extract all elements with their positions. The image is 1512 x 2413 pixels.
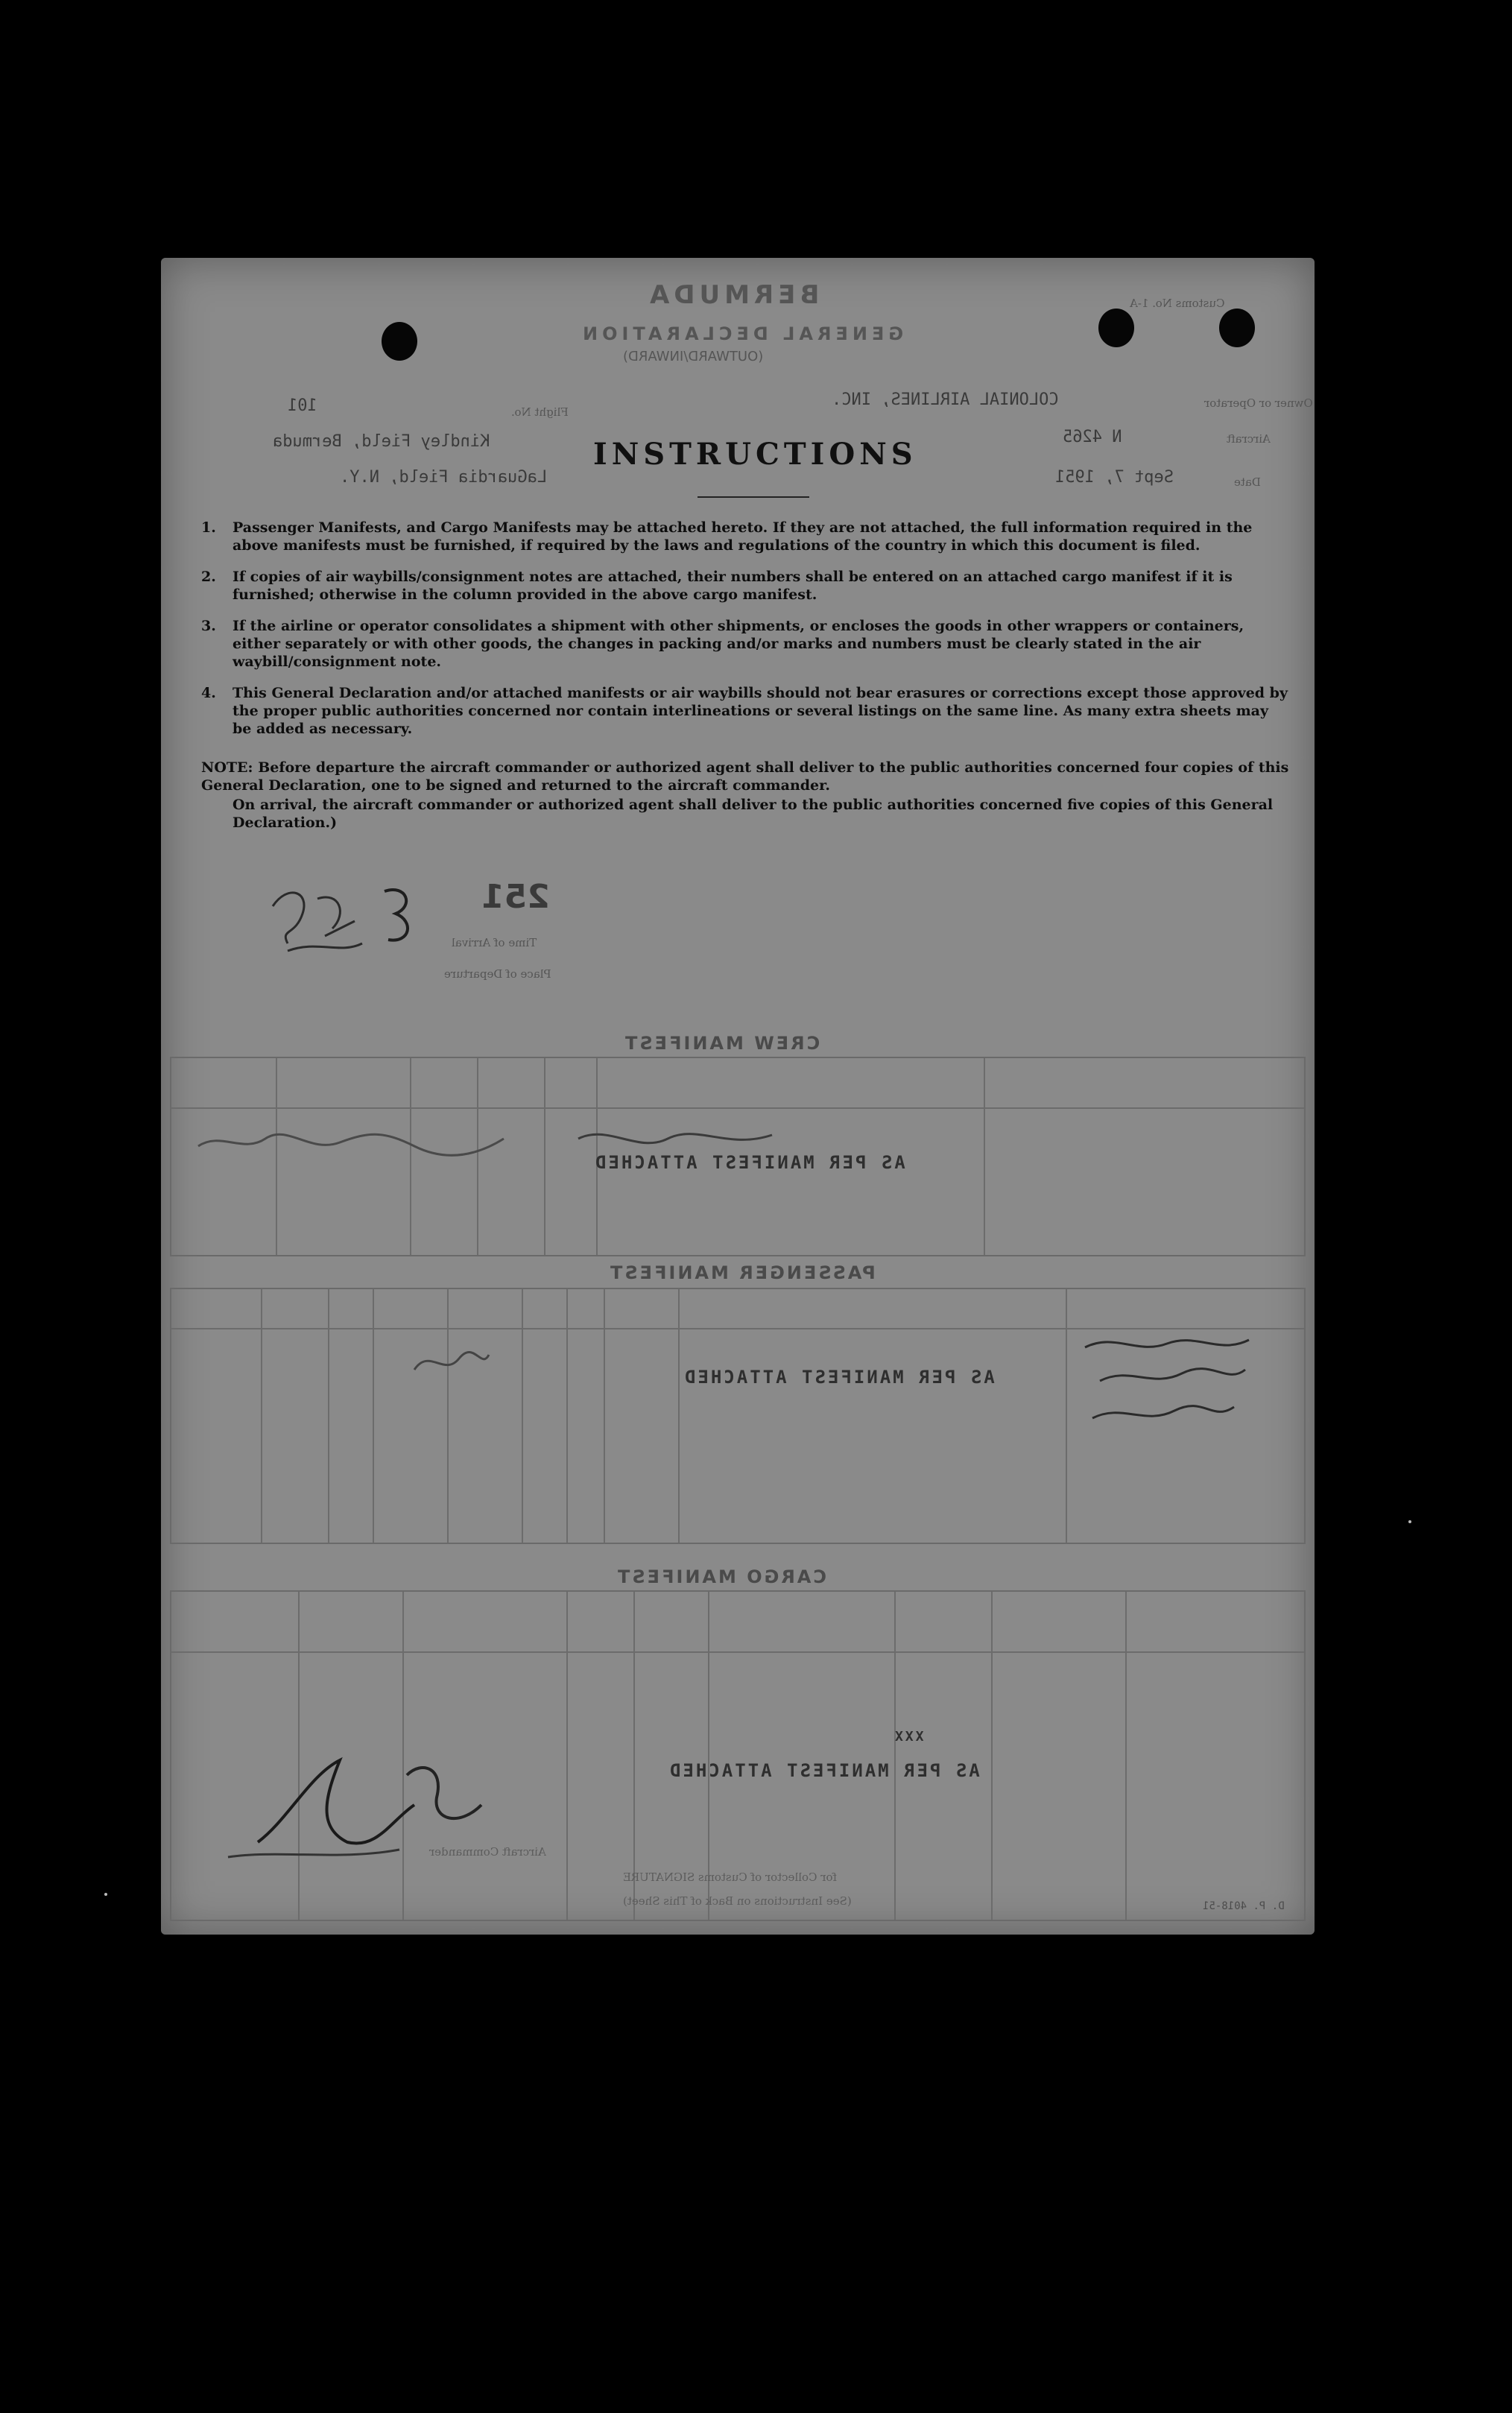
ghost-flight-value: 101 bbox=[288, 396, 317, 415]
ghost-aircraft-value: N 4265 bbox=[1063, 428, 1122, 446]
ghost-for-value: LaGuardia Field, N.Y. bbox=[340, 468, 548, 487]
handwritten-passenger-names bbox=[1070, 1325, 1264, 1437]
instruction-text: Passenger Manifests, and Cargo Manifests may be attached hereto. If they are not attached, the full information required in the above manifests must be furnished, if required by the laws and regulations of the country in which this document is filed. bbox=[233, 519, 1253, 554]
ghost-collector-label: for Collector of Customs SIGNATURE bbox=[623, 1870, 838, 1884]
ghost-time-arrival: Time of Arrival bbox=[452, 936, 537, 949]
ghost-owner-value: COLONIAL AIRLINES, INC. bbox=[832, 390, 1059, 409]
instructions-list bbox=[201, 519, 1289, 751]
ghost-header-line2: GENERAL DECLARATION bbox=[578, 323, 904, 344]
instruction-item bbox=[201, 519, 1289, 554]
note-text-1: Before departure the aircraft commander or authorized agent shall deliver to the public authorities concerned four copies of this General Declaration, one to be signed and returned to the aircraft commander. bbox=[201, 759, 1289, 794]
commander-signature bbox=[221, 1730, 504, 1865]
handwritten-crew-names bbox=[191, 1116, 787, 1168]
instruction-text: If the airline or operator consolidates a shipment with other shipments, or encloses the goods in other wrappers or containers, either separately or with other goods, the changes in packing and/or marks and numbers must be clearly stated in the air waybill/consignment note. bbox=[233, 618, 1244, 670]
crew-attached-stamp: AS PER MANIFEST ATTACHED bbox=[593, 1152, 905, 1173]
cargo-attached-stamp: AS PER MANIFEST ATTACHED bbox=[668, 1760, 980, 1781]
note-text-2: On arrival, the aircraft commander or authorized agent shall deliver to the public authorities concerned five copies of this General Declaration.) bbox=[233, 797, 1274, 831]
passenger-manifest-heading: PASSENGER MANIFEST bbox=[608, 1262, 876, 1283]
note-paragraph-1 bbox=[201, 759, 1289, 794]
ghost-signature-label: Aircraft Commander bbox=[429, 1845, 546, 1859]
handwritten-nationality bbox=[407, 1340, 496, 1385]
stamp-number: 251 bbox=[481, 878, 550, 916]
punch-hole-right-2 bbox=[1219, 309, 1255, 347]
instruction-number: 4. bbox=[201, 685, 216, 701]
ghost-flight-label: Flight No. bbox=[511, 405, 569, 419]
ghost-date-value: Sept 7, 1951 bbox=[1055, 468, 1174, 487]
instruction-number: 2. bbox=[201, 569, 216, 585]
ghost-form-number: Customs No. 1-A bbox=[1130, 297, 1225, 310]
scan-dust bbox=[1408, 1520, 1411, 1523]
instruction-item bbox=[201, 617, 1289, 671]
ghost-owner-label: Owner or Operator bbox=[1204, 396, 1313, 410]
instruction-item bbox=[201, 568, 1289, 604]
instruction-number: 3. bbox=[201, 618, 216, 634]
ghost-instructions-back: (See Instructions on Back of This Sheet) bbox=[623, 1894, 852, 1908]
instruction-item bbox=[201, 684, 1289, 738]
punch-hole-right-1 bbox=[1098, 309, 1134, 347]
note-label: NOTE: bbox=[201, 759, 253, 776]
cargo-manifest-heading: CARGO MANIFEST bbox=[616, 1566, 827, 1587]
document-page bbox=[161, 258, 1315, 1935]
instruction-text: This General Declaration and/or attached manifests or air waybills should not bear erasures or corrections except those approved by the proper public authorities concerned nor contain interlineations or several listings on the same line. As many extra sheets may be added as necessary. bbox=[233, 685, 1288, 737]
note-paragraph-2 bbox=[201, 796, 1289, 832]
ghost-header-line1: BERMUDA bbox=[645, 280, 820, 310]
instructions-title: INSTRUCTIONS bbox=[593, 437, 917, 472]
punch-hole-left bbox=[382, 322, 417, 361]
handwritten-time-mark bbox=[243, 869, 452, 958]
passenger-attached-stamp: AS PER MANIFEST ATTACHED bbox=[683, 1367, 995, 1388]
note-block bbox=[201, 759, 1289, 832]
form-code: D. P. 4018-51 bbox=[1203, 1900, 1285, 1912]
ghost-date-label: Date bbox=[1234, 475, 1261, 489]
ghost-departure-value: Kindley Field, Bermuda bbox=[273, 432, 490, 451]
scan-dust bbox=[104, 1893, 107, 1896]
ghost-aircraft-label: Aircraft bbox=[1227, 432, 1271, 446]
ghost-place-departure: Place of Departure bbox=[444, 967, 551, 981]
instruction-text: If copies of air waybills/consignment notes are attached, their numbers shall be entered on an attached cargo manifest if it is furnished; otherwise in the column provided in the above cargo manifest. bbox=[233, 569, 1233, 603]
ghost-header-line3: (OUTWARD/INWARD) bbox=[623, 349, 764, 364]
title-underline bbox=[698, 496, 809, 498]
cargo-xxx-stamp: XXX bbox=[893, 1729, 924, 1745]
instruction-number: 1. bbox=[201, 519, 216, 536]
crew-manifest-heading: CREW MANIFEST bbox=[623, 1033, 820, 1054]
